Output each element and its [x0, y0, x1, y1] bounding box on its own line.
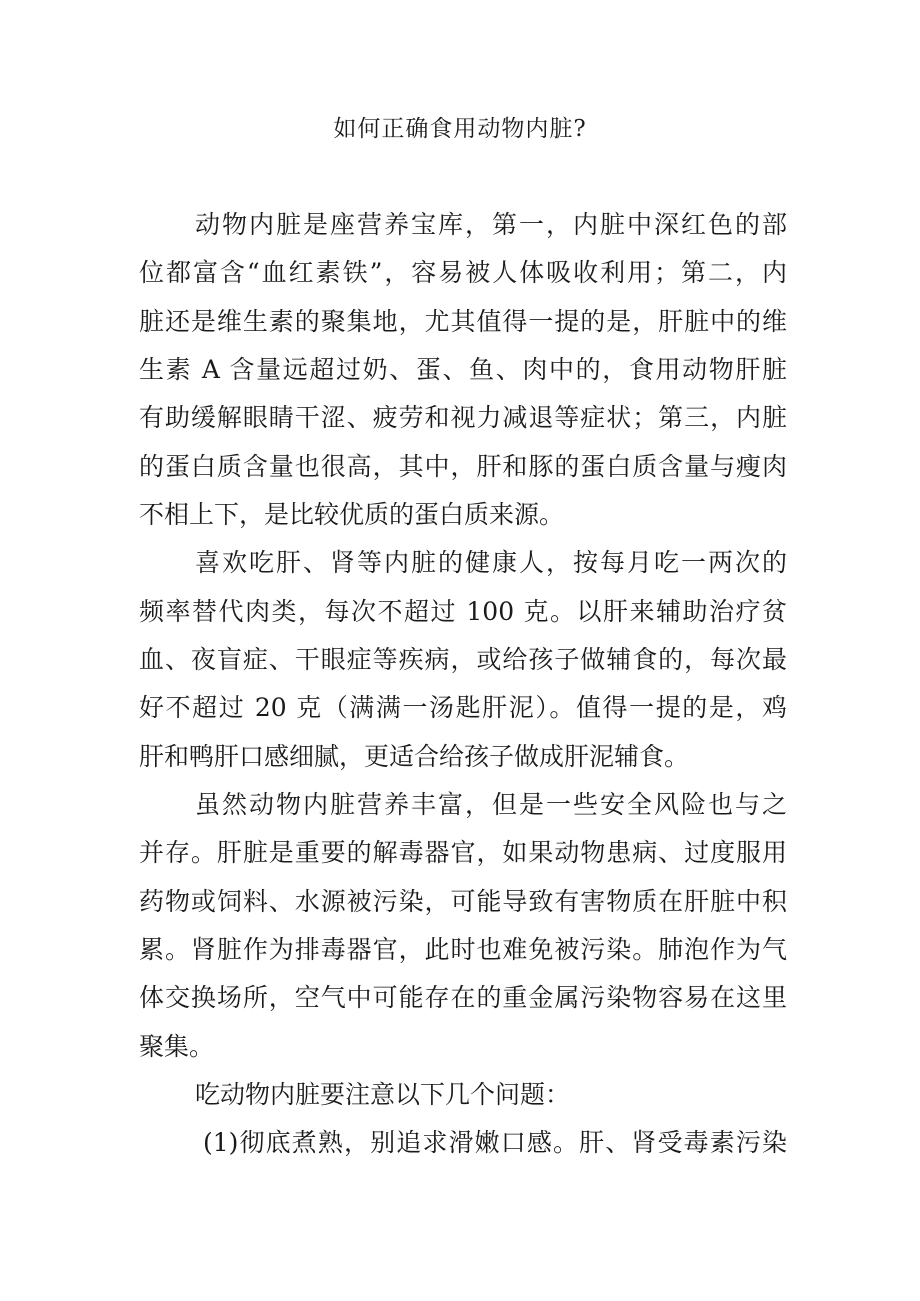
- paragraph-line: 虽然动物内脏营养丰富，但是一些安全风险也与之: [195, 790, 787, 819]
- paragraph-line: 体交换场所，空气中可能存在的重金属污染物容易在这里: [139, 983, 787, 1012]
- paragraph-line: 有助缓解眼睛干涩、疲劳和视力减退等症状；第三，内脏: [139, 403, 787, 432]
- paragraph-line: 生素 A 含量远超过奶、蛋、鱼、肉中的，食用动物肝脏: [139, 355, 787, 384]
- paragraph-line: 聚集。: [139, 1032, 215, 1061]
- page-title: 如何正确食用动物内脏?: [333, 116, 587, 142]
- paragraph-line: 动物内脏是座营养宝库，第一，内脏中深红色的部: [195, 210, 787, 239]
- paragraph-line: 不相上下，是比较优质的蛋白质来源。: [139, 500, 565, 529]
- paragraph-line: 并存。肝脏是重要的解毒器官，如果动物患病、过度服用: [139, 838, 787, 867]
- paragraph-line: 的蛋白质含量也很高，其中，肝和豚的蛋白质含量与瘦肉: [139, 452, 787, 481]
- paragraph-line: 好不超过 20 克（满满一汤匙肝泥）。值得一提的是，鸡: [139, 693, 787, 722]
- paragraph-line: 肝和鸭肝口感细腻，更适合给孩子做成肝泥辅食。: [139, 742, 690, 771]
- paragraph-line: 脏还是维生素的聚集地，尤其值得一提的是，肝脏中的维: [139, 307, 787, 336]
- list-item-line: (1)彻底煮熟，别追求滑嫩口感。肝、肾受毒素污染: [203, 1128, 787, 1157]
- paragraph-line: 喜欢吃肝、肾等内脏的健康人，按每月吃一两次的: [195, 548, 787, 577]
- paragraph-line: 位都富含“血红素铁”，容易被人体吸收利用；第二，内: [139, 258, 787, 287]
- paragraph-line: 血、夜盲症、干眼症等疾病，或给孩子做辅食的，每次最: [139, 645, 787, 674]
- paragraph-line: 频率替代肉类，每次不超过 100 克。以肝来辅助治疗贫: [139, 597, 787, 626]
- paragraph-line: 累。肾脏作为排毒器官，此时也难免被污染。肺泡作为气: [139, 935, 787, 964]
- paragraph-line: 吃动物内脏要注意以下几个问题：: [195, 1080, 571, 1109]
- paragraph-line: 药物或饲料、水源被污染，可能导致有害物质在肝脏中积: [139, 887, 787, 916]
